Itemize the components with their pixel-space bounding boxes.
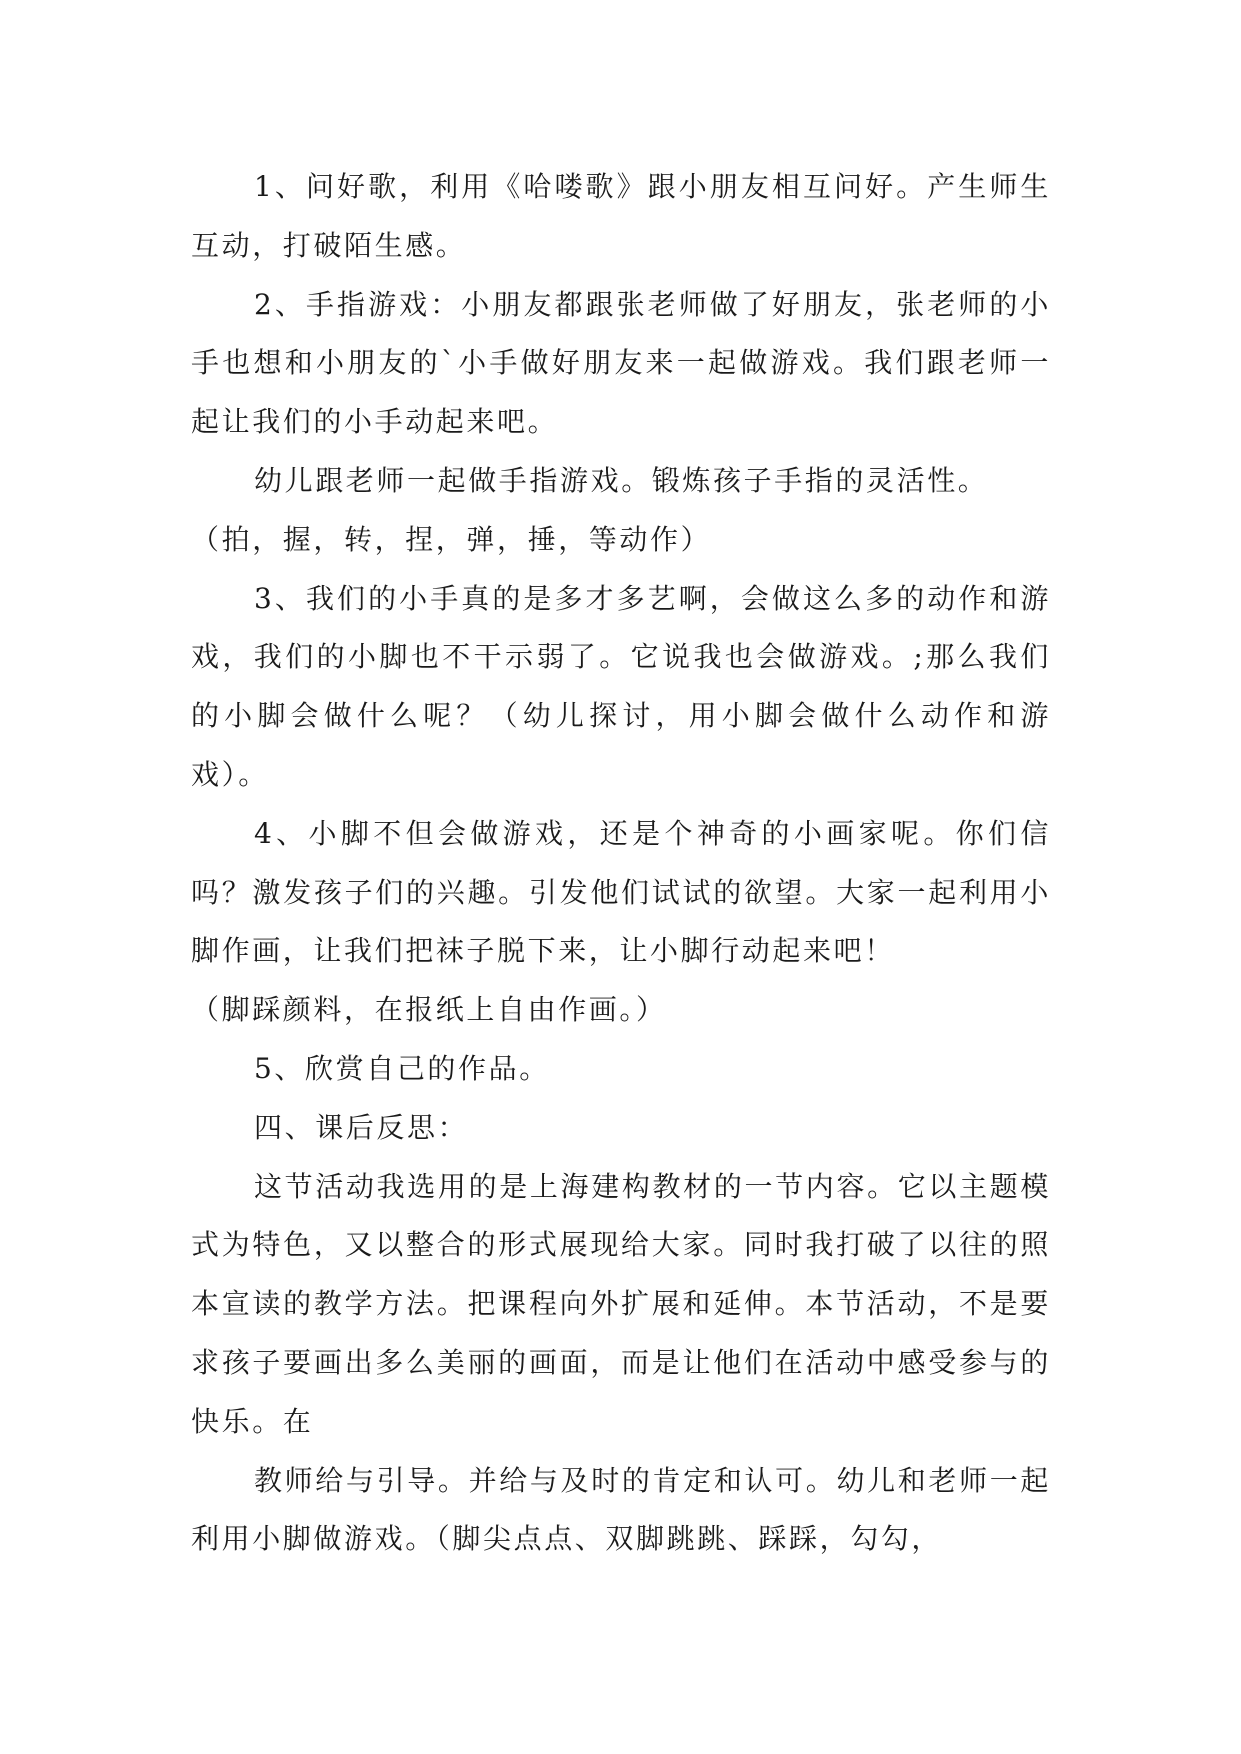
document-body xyxy=(191,158,1051,1569)
paragraph-9: 这节活动我选用的是上海建构教材的一节内容。它以主题模式为特色，又以整合的形式展现给大家。同时我打破了以往的照本宣读的教学方法。把课程向外扩展和延伸。本节活动，不是要求孩子要画出多么美丽的画面，而是让他们在活动中感受参与的快乐。在 xyxy=(191,1169,1051,1438)
section-heading: 四、课后反思： xyxy=(254,1110,469,1144)
paragraph-6: 4、小脚不但会做游戏，还是个神奇的小画家呢。你们信吗？激发孩子们的兴趣。引发他们试试的欲望。大家一起利用小脚作画，让我们把袜子脱下来，让小脚行动起来吧！ xyxy=(191,816,1051,968)
paragraph-4: （拍，握，转，捏，弹，捶，等动作） xyxy=(191,522,712,556)
paragraph-7: （脚踩颜料，在报纸上自由作画。） xyxy=(191,993,667,1027)
paragraph-3: 幼儿跟老师一起做手指游戏。锻炼孩子手指的灵活性。 xyxy=(254,463,989,497)
paragraph-8: 5、欣赏自己的作品。 xyxy=(254,1051,550,1085)
paragraph-2: 2、手指游戏：小朋友都跟张老师做了好朋友，张老师的小手也想和小朋友的`小手做好朋友来一起做游戏。我们跟老师一起让我们的小手动起来吧。 xyxy=(191,287,1051,439)
paragraph-10: 教师给与引导。并给与及时的肯定和认可。幼儿和老师一起利用小脚做游戏。（脚尖点点、双脚跳跳、踩踩，勾勾， xyxy=(191,1463,1051,1556)
paragraph-1: 1、问好歌，利用《哈喽歌》跟小朋友相互问好。产生师生互动，打破陌生感。 xyxy=(191,170,1051,262)
paragraph-5: 3、我们的小手真的是多才多艺啊，会做这么多的动作和游戏，我们的小脚也不干示弱了。它说我也会做游戏。;那么我们的小脚会做什么呢？（幼儿探讨，用小脚会做什么动作和游戏）。 xyxy=(191,581,1051,791)
